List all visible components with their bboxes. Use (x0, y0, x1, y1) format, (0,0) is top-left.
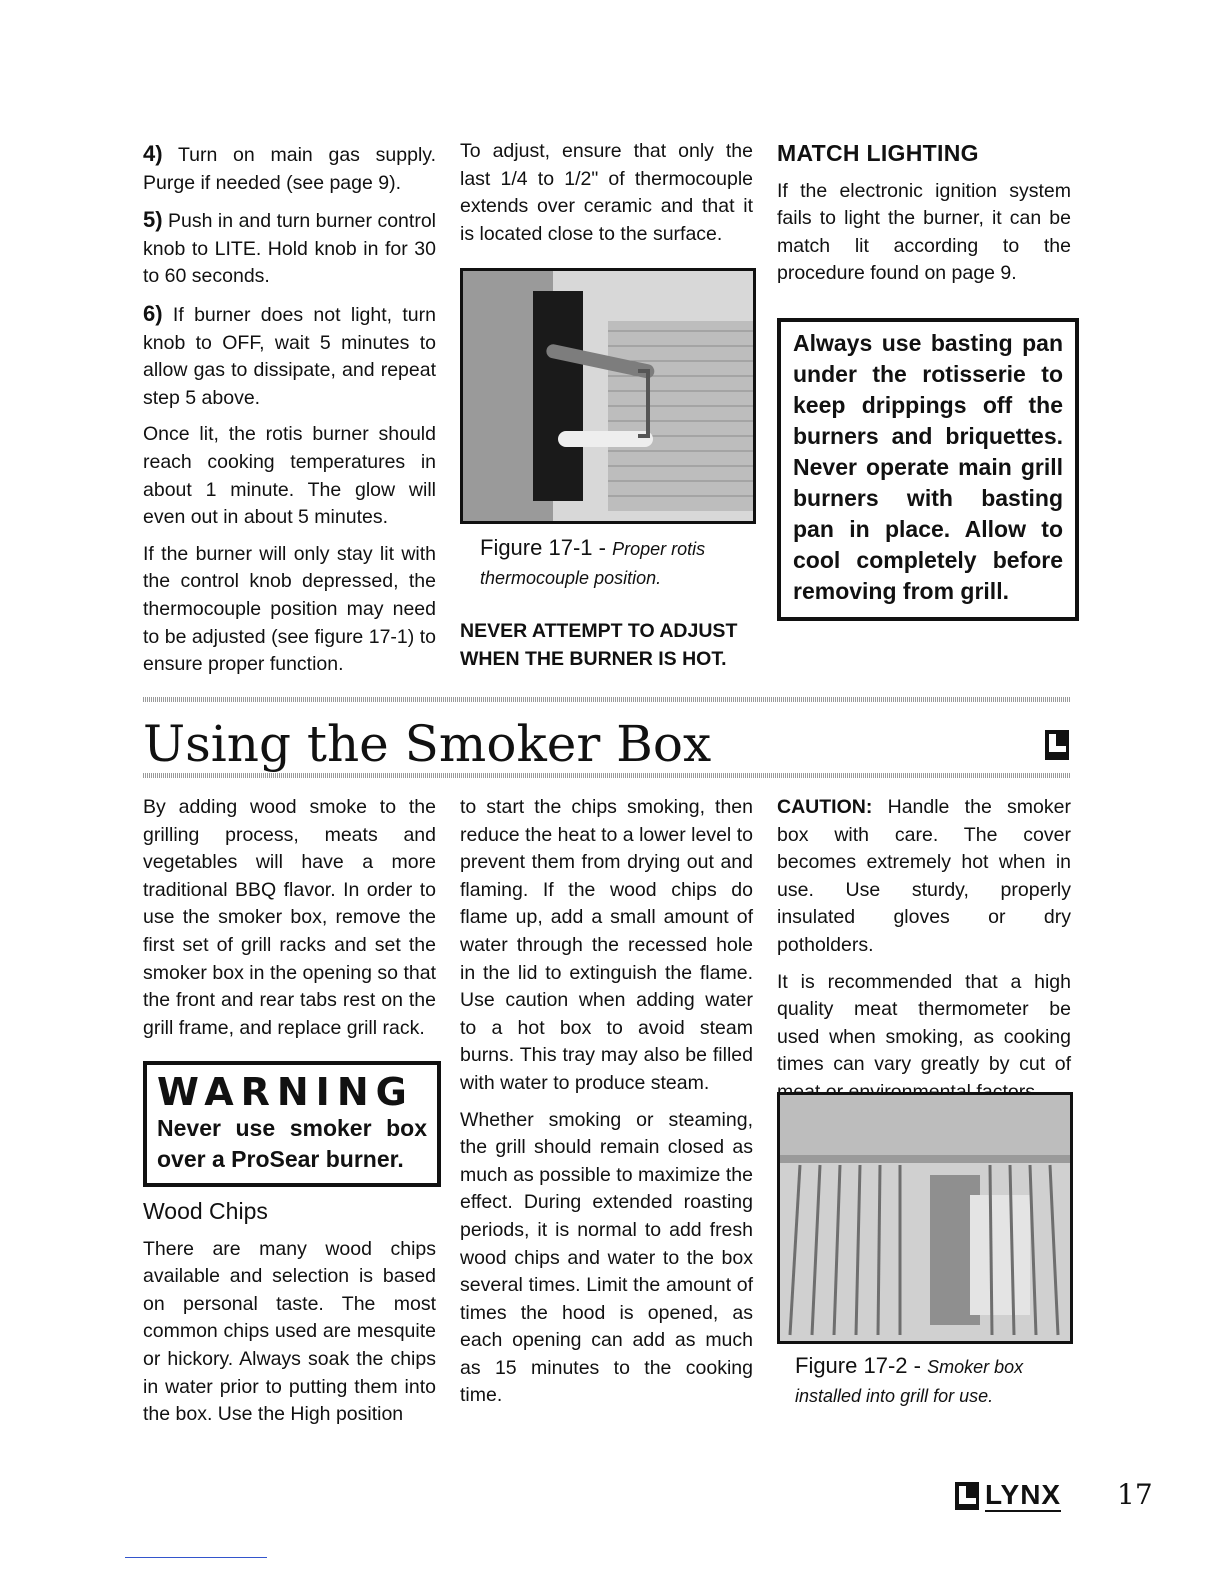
lynx-logo-icon (1045, 730, 1069, 760)
footer-lynx-icon (955, 1482, 979, 1510)
step-4: 4) Turn on main gas supply. Purge if needed (see page 9). (143, 141, 436, 194)
para-wood-chips: There are many wood chips available and selection is based on personal taste. The most common chips used are mesquite or hickory. Always soak the chips in water prior to putting them into the box. Use the High position (143, 1237, 436, 1426)
figure-17-2-photo (777, 1092, 1073, 1344)
warning-text: Never use smoker box over a ProSear burner. (157, 1115, 427, 1172)
basting-warning-box (777, 318, 1079, 621)
footer-brand: LYNX (985, 1479, 1062, 1510)
para-smoker-intro: By adding wood smoke to the grilling process, meats and vegetables will have a more traditional BBQ flavor. In order to use the smoker box, remove the first set of grill racks and set the smoker box in the opening so that the front and rear tabs rest on the grill frame, and replace grill rack. (143, 796, 436, 1039)
wood-chips-heading: Wood Chips (143, 1198, 268, 1224)
page-number: 17 (1117, 1478, 1153, 1511)
section-rule-bottom (143, 773, 1071, 778)
para-thermometer: It is recommended that a high quality meat thermometer be used when smoking, as cooking times can vary greatly by cut of (777, 970, 1071, 1076)
smoker-box-photo-illustration (780, 1095, 1070, 1341)
warning-title: WARNING (157, 1070, 414, 1114)
thermocouple-photo-illustration (463, 271, 753, 521)
smoker-column-3 (777, 794, 1071, 1116)
smoker-column-1 (143, 794, 436, 1051)
figure-17-1-caption: Figure 17-1 - Proper rotis thermocouple position. (480, 535, 706, 588)
match-lighting-heading: MATCH LIGHTING (777, 140, 979, 166)
para-adjust: To adjust, ensure that only the last 1/4 to 1/2" of thermocouple extends over ceramic and that it is located close to the surface. (460, 140, 753, 245)
bottom-left-rule (125, 1557, 267, 1558)
figure-17-1-photo (460, 268, 756, 524)
section-title: Using the Smoker Box (143, 715, 712, 773)
wood-chips-block (143, 1198, 436, 1438)
para-caution: CAUTION: Handle the smoker box with care. The cover becomes extremely hot when in use. Use sturdy, properly insulated gloves or dry potholders. (777, 796, 1071, 956)
never-adjust-warning: NEVER ATTEMPT TO ADJUST WHEN THE BURNER IS HOT. (460, 620, 738, 670)
column-3 (777, 140, 1071, 297)
step-5: 5) Push in and turn burner control knob to LITE. Hold knob in for 30 to 60 seconds. (143, 207, 436, 288)
section-rule-top (143, 697, 1071, 702)
para-once-lit: Once lit, the rotis burner should reach cooking temperatures in about 1 minute. The glow will even out in about 5 minutes. (143, 423, 436, 529)
never-adjust-block (460, 618, 755, 682)
para-match-lighting: If the electronic ignition system fails to light the burner, it can be match lit according to the procedure found on page 9. (777, 179, 1071, 285)
column-2 (460, 138, 753, 257)
figure-17-2-caption: Figure 17-2 - Smoker box installed into grill for use. (795, 1353, 1024, 1406)
smoker-column-2 (460, 794, 753, 1419)
warning-box (143, 1061, 441, 1187)
figure-17-1-caption-block (480, 534, 740, 592)
footer (955, 1478, 1155, 1518)
para-whether: Whether smoking or steaming, the grill should remain closed as much as possible to maximize the effect. During extended roasting periods, it is normal to add fresh wood chips and water to the box several times. Limit the amount of times the hood is opened, as each opening can add as much as 15 minutes to the cooking time. (460, 1108, 753, 1407)
basting-warning-text: Always use basting pan under the rotisserie to keep drippings off the burners and briquettes. Never operate main grill burners with basting pan in place. Allow to cool completely before removing from grill. (793, 330, 1063, 604)
figure-17-2-caption-block (795, 1352, 1065, 1410)
para-if-burner: If the burner will only stay lit with the control knob depressed, the thermocouple position may need to be adjusted (see figure 17-1) to ensure proper function. (143, 542, 436, 676)
column-1 (143, 140, 436, 688)
para-start-chips: to start the chips smoking, then reduce the heat to a lower level to prevent them from drying out and flaming. If the wood chips do flame up, add a small amount of water through the recessed hole in the lid to extinguish the flame. Use caution when adding water to a hot box to avoid steam burns. This tray may also be filled with water to produce steam. (460, 796, 753, 1094)
step-6: 6) If burner does not light, turn knob to OFF, wait 5 minutes to allow gas to dissipate, and repeat step 5 above. (143, 300, 436, 409)
